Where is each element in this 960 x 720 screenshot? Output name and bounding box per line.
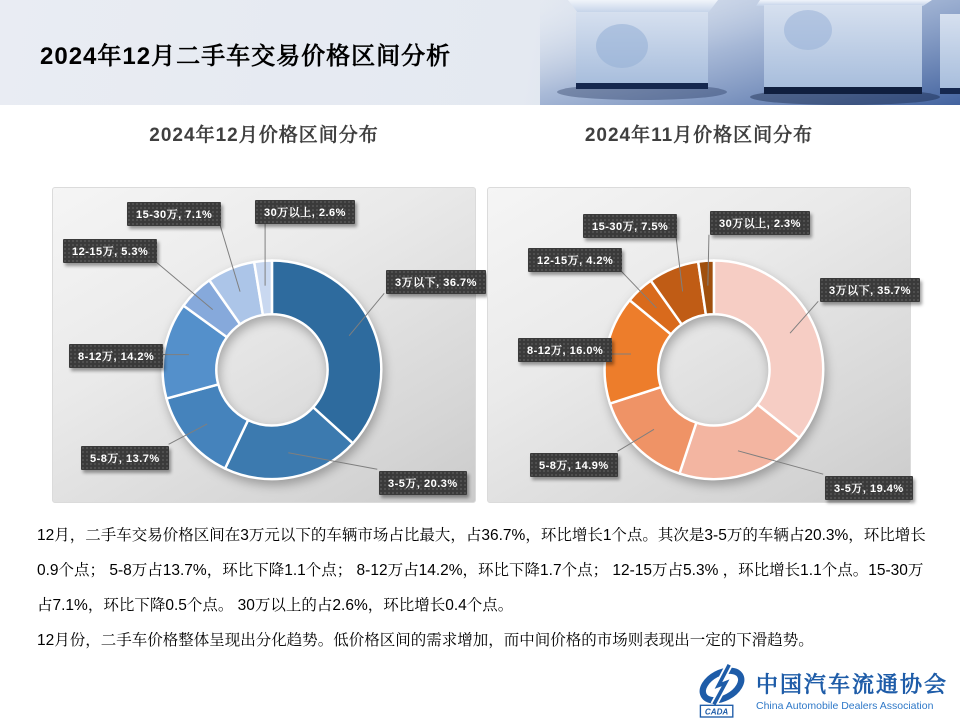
slice-label-3万以下: 3万以下, 35.7% <box>820 278 920 302</box>
slice-label-12-15万: 12-15万, 5.3% <box>63 239 157 263</box>
analysis-paragraph-2: 12月份，二手车价格整体呈现出分化趋势。低价格区间的需求增加，而中间价格的市场则表现出一定的下滑趋势。 <box>37 632 814 649</box>
cubes-graphic <box>540 0 960 105</box>
organization-logo <box>695 662 948 718</box>
analysis-paragraph-1: 12月，二手车交易价格区间在3万元以下的车辆市场占比最大，占36.7%，环比增长1个点。其次是3-5万的车辆占20.3%，环比增长0.9个点； 5-8万占13.7%，环比下降1.1个点； 8-12万占14.2%，环比下降1.7个点； 12-15万占5.3% ，环比增长1.1个点。15-30万占7.1%，环比下降0.5个点。 30万以上的占2.6%，环比增长0.4个点。 <box>37 527 926 614</box>
cube-1 <box>557 0 727 100</box>
donut-chart-november <box>487 187 911 503</box>
slice-label-12-15万: 12-15万, 4.2% <box>528 248 622 272</box>
slice-label-8-12万: 8-12万, 14.2% <box>69 344 163 368</box>
slice-label-30万以上: 30万以上, 2.6% <box>255 200 355 224</box>
slice-label-3-5万: 3-5万, 19.4% <box>825 476 913 500</box>
slice-label-15-30万: 15-30万, 7.1% <box>127 202 221 226</box>
analysis-text <box>37 518 937 658</box>
header-banner <box>0 0 960 105</box>
donut-chart-december <box>52 187 476 503</box>
donut-slice-3万以下 <box>272 261 381 444</box>
cube-2 <box>750 0 940 105</box>
slice-label-5-8万: 5-8万, 13.7% <box>81 446 169 470</box>
donut-slice-3万以下 <box>714 261 823 438</box>
slice-label-3-5万: 3-5万, 20.3% <box>379 471 467 495</box>
slice-label-3万以下: 3万以下, 36.7% <box>386 270 486 294</box>
cada-swirl-icon <box>695 662 749 718</box>
org-name-cn: 中国汽车流通协会 <box>755 672 948 697</box>
org-abbr: CADA <box>704 707 729 717</box>
slice-label-5-8万: 5-8万, 14.9% <box>530 453 618 477</box>
org-name-en: China Automobile Dealers Association <box>755 700 934 712</box>
slice-label-15-30万: 15-30万, 7.5% <box>583 214 677 238</box>
chart-title-december: 2024年12月价格区间分布 <box>149 125 379 146</box>
slice-label-30万以上: 30万以上, 2.3% <box>710 211 810 235</box>
chart-title-november: 2024年11月价格区间分布 <box>584 125 814 146</box>
page-title: 2024年12月二手车交易价格区间分析 <box>40 43 452 70</box>
cube-3 <box>940 14 960 94</box>
slice-label-8-12万: 8-12万, 16.0% <box>518 338 612 362</box>
